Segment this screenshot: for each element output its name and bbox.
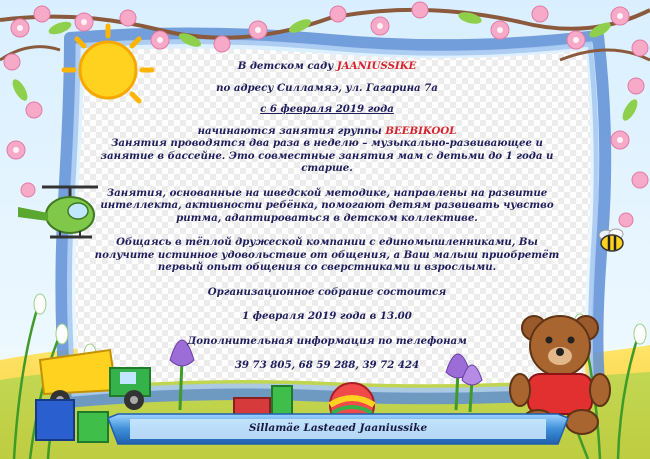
- group-line: [92, 125, 562, 138]
- meeting-heading: Организационное собрание состоится: [207, 285, 447, 298]
- footer-label: Sillamäe Lasteaed Jaaniussike: [248, 422, 428, 434]
- invitation-text: [92, 60, 562, 372]
- kindergarten-name: JAANIUSSIKE: [336, 60, 417, 72]
- paragraph-method: Занятия, основанные на шведской методике, направлены на развитие интеллекта, активности ребёнка, помогают детям развивать чувство ритма, адаптироваться в детском коллективе.: [100, 186, 554, 224]
- address: по адресу Силламяэ, ул. Гагарина 7а: [216, 81, 438, 94]
- line1-prefix: В детском саду: [237, 60, 337, 72]
- paragraph-social: Общаясь в тёплой дружеской компании с единомышленниками, Вы получите истинное удовольствие от общения, а Ваш малыш приобретёт первый опыт общения со сверстниками и взрослыми.: [94, 236, 560, 273]
- phone-numbers: 39 73 805, 68 59 288, 39 72 424: [234, 359, 420, 371]
- kindergarten-line: [92, 60, 562, 73]
- group-name: BEEBIKOOL: [385, 124, 457, 137]
- start-date: с 6 февраля 2019 года: [260, 103, 394, 115]
- group-prefix: начинаются занятия группы: [197, 124, 386, 137]
- info-heading: Дополнительная информация по телефонам: [187, 334, 467, 347]
- paragraph-schedule: Занятия проводятся два раза в неделю – музыкально-развивающее и занятие в бассейне. Это совместные занятия мам с детьми до 1 года и старше.: [100, 137, 554, 174]
- meeting-date: 1 февраля 2019 года в 13.00: [242, 310, 412, 322]
- bee: [599, 229, 623, 251]
